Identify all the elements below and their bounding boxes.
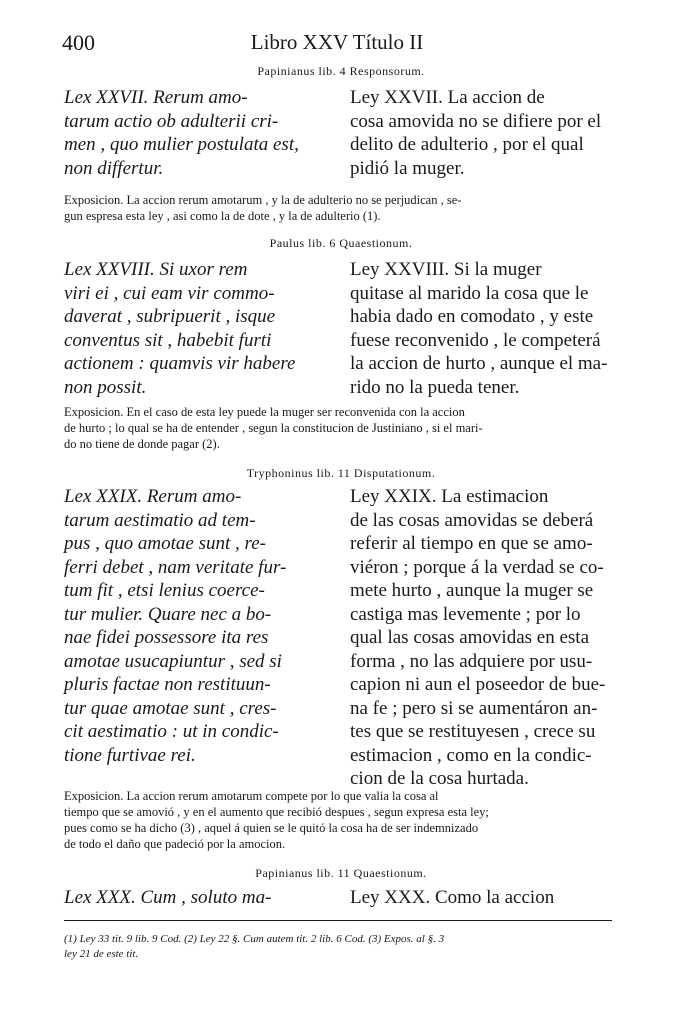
spanish-text: Ley XXVIII. Si la muger quitase al marido la cosa que le habia dado en comodato , y este fuese reconvenido , le competerá la accion de hurto , aunque el ma- rido no la pueda tener. [350, 259, 608, 398]
exposicion-paragraph: Exposicion. En el caso de esta ley puede la muger ser reconvenida con la accion de hurto ; lo qual se ha de entender , segun la constitucion de Justiniano , si el mari- do no tiene de donde pagar (2). [64, 405, 483, 451]
latin-text: Lex XXVII. Rerum amo- tarum actio ob adulterii cri- men , quo mulier postulata est, non differtur. [64, 87, 299, 179]
source-attribution: Papinianus lib. 4 Responsorum. [257, 64, 425, 78]
page-number: 400 [62, 30, 95, 55]
exposicion-paragraph: Exposicion. La accion rerum amotarum , y la de adulterio no se perjudican , se- gun espresa esta ley , asi como la de dote , y la de adulterio (1). [64, 193, 462, 223]
spanish-text: Ley XXVII. La accion de cosa amovida no se difiere por el delito de adulterio , por el qual pidió la muger. [350, 87, 602, 179]
running-title: Libro XXV Título II [250, 30, 424, 54]
source-attribution: Papinianus lib. 11 Quaestionum. [255, 866, 427, 880]
page-header [62, 30, 612, 60]
source-attribution: Tryphoninus lib. 11 Disputationum. [246, 466, 436, 480]
footnote-rule [64, 920, 612, 921]
spanish-text: Ley XXX. Como la accion [350, 887, 555, 908]
exposicion-paragraph: Exposicion. La accion rerum amotarum compete por lo que valia la cosa al tiempo que se amovió , y en el aumento que recibió despues , segun expresa esta ley; pues como se ha dicho (3) , aquel á quien se le quitó la cosa ha de ser indemnizado de todo el daño que padeció por la amocion. [64, 789, 489, 851]
source-attribution: Paulus lib. 6 Quaestionum. [269, 236, 413, 250]
latin-text: Lex XXIX. Rerum amo- tarum aestimatio ad tem- pus , quo amotae sunt , re- ferri debet , nam veritate fur- tum fit , etsi lenius coerce- tur mulier. Quare nec a bo- nae fidei possessore ita res amotae usucapiuntur , sed si pluris factae non restituun- tur quae amotae sunt , cres- cit aestimatio : ut in condic- tione furtivae rei. [64, 486, 287, 766]
footnotes: (1) Ley 33 tit. 9 lib. 9 Cod. (2) Ley 22 §. Cum autem tit. 2 lib. 6 Cod. (3) Expos. al §. 3 ley 21 de este tit. [64, 933, 445, 960]
latin-text: Lex XXX. Cum , soluto ma- [64, 887, 272, 908]
spanish-text: Ley XXIX. La estimacion de las cosas amovidas se deberá referir al tiempo en que se amo- viéron ; porque á la verdad se co- mete hurto , aunque la muger se castiga mas levemente ; por lo qual las cosas amovidas en esta forma , no las adquiere por usu- capion ni aun el poseedor de bue- na fe ; pero si se aumentáron an- tes que se restituyesen , crece su estimacion , como en la condic- cion de la cosa hurtada. [350, 486, 606, 789]
latin-text: Lex XXVIII. Si uxor rem viri ei , cui eam vir commo- daverat , subripuerit , isque conventus sit , habebit furti actionem : quamvis vir habere non possit. [64, 259, 296, 398]
